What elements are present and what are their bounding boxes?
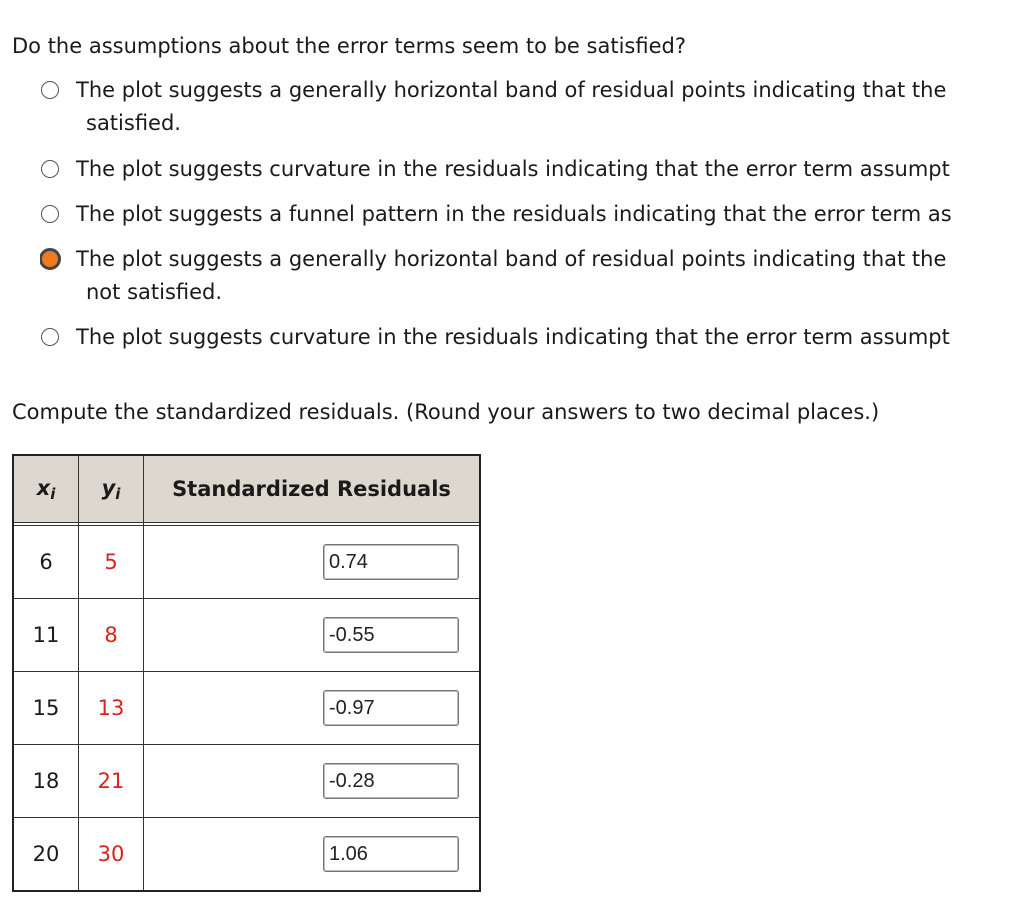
option-1-text-line2: satisfied. (86, 111, 181, 135)
table-row (13, 745, 480, 818)
y-value: 13 (79, 672, 144, 745)
radio-button[interactable] (41, 160, 59, 178)
option-4[interactable] (40, 243, 1024, 309)
table-row (13, 672, 480, 745)
y-value: 8 (79, 599, 144, 672)
option-3-text: The plot suggests a funnel pattern in the residuals indicating that the error term as (76, 202, 952, 226)
table-row (13, 599, 480, 672)
option-1-text-line1: The plot suggests a generally horizontal band of residual points indicating that the (76, 78, 947, 102)
residual-input[interactable]: -0.28 (323, 763, 459, 799)
residual-input[interactable]: 1.06 (323, 836, 459, 872)
x-value: 15 (13, 672, 79, 745)
table-row (13, 526, 480, 599)
header-y: $y_i$ (79, 455, 144, 523)
x-value: 18 (13, 745, 79, 818)
radio-button-selected[interactable] (40, 248, 61, 270)
prompt-text: Compute the standardized residuals. (Round your answers to two decimal places.) (12, 400, 880, 424)
residuals-table (12, 454, 481, 892)
x-value: 6 (13, 526, 79, 599)
table-header-row (13, 455, 480, 523)
option-5[interactable] (40, 321, 1024, 354)
radio-button[interactable] (41, 205, 59, 223)
table-row (13, 818, 480, 892)
option-4-text-line2: not satisfied. (86, 280, 223, 304)
question-text: Do the assumptions about the error terms seem to be satisfied? (12, 34, 686, 58)
option-1[interactable] (40, 74, 1024, 140)
header-standardized-residuals: Standardized Residuals (144, 455, 481, 523)
x-value: 20 (13, 818, 79, 892)
option-3[interactable] (40, 198, 1024, 231)
radio-button[interactable] (41, 81, 59, 99)
residual-input[interactable]: 0.74 (323, 544, 459, 580)
option-2-text: The plot suggests curvature in the residuals indicating that the error term assumpt (76, 157, 950, 181)
option-2[interactable] (40, 153, 1024, 186)
radio-button[interactable] (41, 328, 59, 346)
y-value: 5 (79, 526, 144, 599)
header-x: $x_i$ (13, 455, 79, 523)
y-value: 30 (79, 818, 144, 892)
y-value: 21 (79, 745, 144, 818)
residual-input[interactable]: -0.97 (323, 690, 459, 726)
residual-input[interactable]: -0.55 (323, 617, 459, 653)
x-value: 11 (13, 599, 79, 672)
option-5-text: The plot suggests curvature in the residuals indicating that the error term assumpt (76, 325, 950, 349)
option-4-text-line1: The plot suggests a generally horizontal band of residual points indicating that the (76, 247, 947, 271)
